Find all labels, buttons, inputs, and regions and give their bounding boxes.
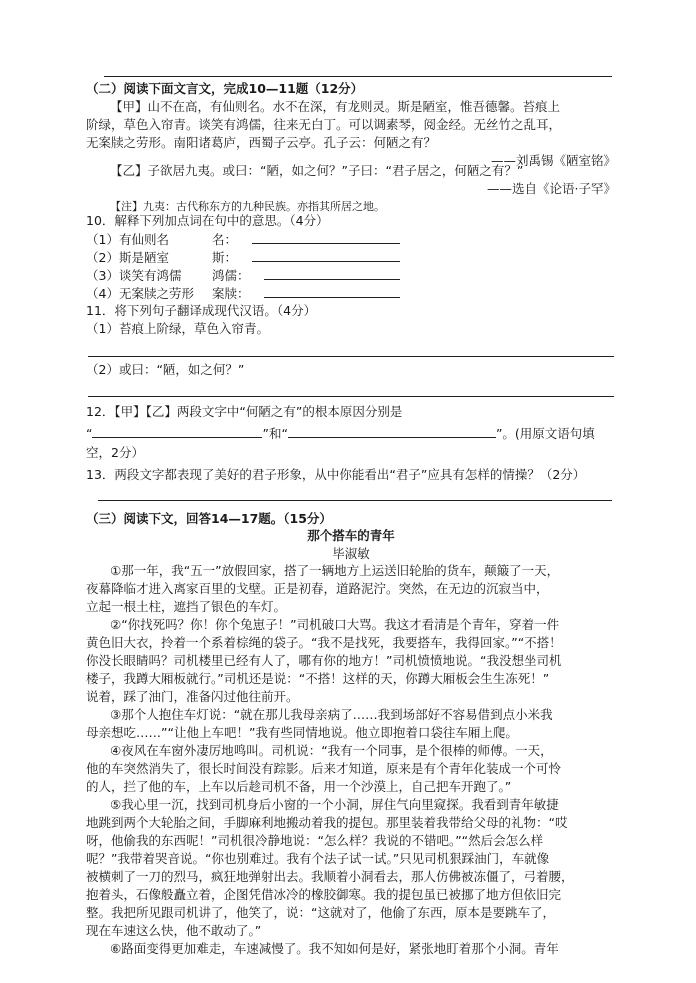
article-line: 母亲想吃……”“让他上车吧！”我有些同情地说。他立即抱着口袋往车厢上爬。 — [86, 725, 518, 740]
section3-header: （三）阅读下文，回答14—17题。（15分） — [86, 511, 332, 526]
answer-blank[interactable] — [264, 266, 400, 280]
article-line: 夜幕降临才进入离家百里的戈壁。正是初春，道路泥泞。突然，在无边的沉寂当中， — [86, 581, 549, 596]
q12-line2 — [86, 424, 595, 443]
footnote: 【注】九夷：古代称东方的九种民族。亦指其所居之地。 — [110, 200, 385, 213]
article-line: ⑥路面变得更加难走，车速减慢了。我不知如何是好，紧张地盯着那个小洞。青年 — [110, 941, 559, 956]
q11-title: 11．将下列句子翻译成现代汉语。（4分） — [86, 303, 317, 318]
article-line: ②“你找死吗？你！你个兔崽子！”司机破口大骂。我这才看清是个青年，穿着一件 — [110, 617, 560, 632]
q10-item — [86, 248, 400, 267]
article-line: ④夜风在车窗外凄厉地鸣叫。司机说：“我有一个同事，是个很棒的师傅。一天， — [110, 743, 553, 758]
top-rule — [104, 76, 612, 77]
article-line: 楼子，我蹲大厢板就行。”司机还是说：“不搭！这样的天，你蹲大厢板会生生冻死！” — [86, 671, 550, 686]
passage-jia-line: 阶绿，草色入帘青。谈笑有鸿儒，往来无白丁。可以调素琴，阅金经。无丝竹之乱耳， — [86, 117, 562, 132]
passage-yi: 【乙】子欲居九夷。或曰：“陋，如之何？”子曰：“君子居之，何陋之有？” — [110, 163, 524, 178]
article-line: 黄色旧大衣，拎着一个系着棕绳的袋子。“我不是找死，我要搭车，我得回家。”“不搭！ — [86, 635, 562, 650]
q10-phrase: （4）无案牍之劳形 — [86, 286, 194, 301]
answer-line[interactable] — [88, 356, 614, 357]
article-line: ①那一年，我“五一”放假回家，搭了一辆地方上运送旧轮胎的货车，颠簸了一天， — [110, 563, 560, 578]
open-quote: “ — [86, 426, 93, 441]
q10-title: 10．解释下列加点词在句中的意思。（4分） — [86, 213, 329, 228]
q10-item — [86, 284, 400, 303]
answer-blank[interactable] — [252, 248, 400, 262]
passage-jia-line: 无案牍之劳形。南阳诸葛庐，西蜀子云亭。孔子云：何陋之有？ — [86, 135, 437, 150]
article-line: 被横刺了一刀的烈马，疯狂地弹射出去。我顺着小洞看去，那人仿佛被冻僵了，弓着腰， — [86, 869, 574, 884]
article-line: ③那个人抱住车灯说：“就在那儿我母亲病了……我到场部好不容易借到点小米我 — [110, 707, 553, 722]
article-line: 呢？”我带着哭音说。“你也别难过。我有个法子试一试。”只见司机狠踩油门，车就像 — [86, 851, 550, 866]
article-line: ⑤我心里一沉，找到司机身后小窗的一个小洞，屏住气向里窥探。我看到青年敏捷 — [110, 797, 559, 812]
tail-text: ”。(用原文语句填 — [495, 426, 595, 441]
article-line: 抱着头，石像般矗立着，企图凭借冰冷的橡胶御寒。我的提包虽已被挪了地方但依旧完 — [86, 887, 562, 902]
q10-item — [86, 266, 400, 285]
q12-line3: 空，2分） — [86, 445, 144, 460]
article-line: 立起一根土柱，遮挡了银色的车灯。 — [86, 599, 287, 614]
q11-item-2: （2）或曰：“陋，如之何？” — [86, 362, 245, 377]
q10-word: 案牍： — [212, 286, 250, 301]
and-text: ”和“ — [262, 426, 288, 441]
article-title: 那个搭车的青年 — [307, 528, 395, 543]
q10-phrase: （1）有仙则名 — [86, 232, 169, 247]
q10-item — [86, 230, 400, 249]
article-author: 毕淑敏 — [332, 546, 370, 561]
article-line: 地跳到两个大轮胎之间，手脚麻利地搬动着我的提包。那里装着我带给父母的礼物：“哎 — [86, 815, 568, 830]
answer-blank[interactable] — [264, 284, 400, 298]
q10-word: 鸿儒： — [212, 268, 250, 283]
answer-blank[interactable] — [92, 424, 262, 438]
source-yi: ——选自《论语·子罕》 — [487, 181, 616, 196]
article-line: 现在车速这么快，他不敢动了。” — [86, 923, 262, 938]
answer-blank[interactable] — [288, 424, 496, 438]
article-line: 整。我把所见跟司机讲了，他笑了，说：“这就对了，他偷了东西，原本是要跳车了， — [86, 905, 555, 920]
q11-item-1: （1）苔痕上阶绿，草色入帘青。 — [86, 321, 269, 336]
answer-blank[interactable] — [252, 230, 400, 244]
article-line: 的人，拦了他的车，上车以后趁司机不备，用一个沙漠上，自己把车开跑了。” — [86, 779, 512, 794]
article-line: 说着，踩了油门，准备闪过他往前开。 — [86, 689, 299, 704]
article-line: 呀，他偷我的东西呢！”司机很冷静地说：“怎么样？我说的不错吧。”“然后会怎么样 — [86, 833, 544, 848]
passage-jia-line: 【甲】山不在高，有仙则名。水不在深，有龙则灵。斯是陋室，惟吾德馨。苔痕上 — [110, 99, 561, 114]
q10-word: 名： — [212, 232, 238, 247]
section2-header: （二）阅读下面文言文，完成10—11题（12分） — [86, 81, 364, 96]
q10-word: 斯： — [212, 250, 238, 265]
q10-phrase: （2）斯是陋室 — [86, 250, 169, 265]
source-jia: ——刘禹锡《陋室铭》 — [490, 153, 616, 168]
article-line: 你没长眼睛吗？司机楼里已经有人了，哪有你的地方！”司机愤愤地说。“我没想坐司机 — [86, 653, 562, 668]
q10-phrase: （3）谈笑有鸿儒 — [86, 268, 182, 283]
q13: 13．两段文字都表现了美好的君子形象，从中你能看出“君子”应具有怎样的情操？（2分） — [86, 467, 586, 482]
answer-line[interactable] — [88, 396, 614, 397]
q12-line1: 12．【甲】【乙】两段文字中“何陋之有”的根本原因分别是 — [86, 404, 403, 419]
answer-line[interactable] — [98, 500, 612, 501]
article-line: 他的车突然消失了，很长时间没有踪影。后来才知道，原来是有个青年化装成一个可怜 — [86, 761, 562, 776]
